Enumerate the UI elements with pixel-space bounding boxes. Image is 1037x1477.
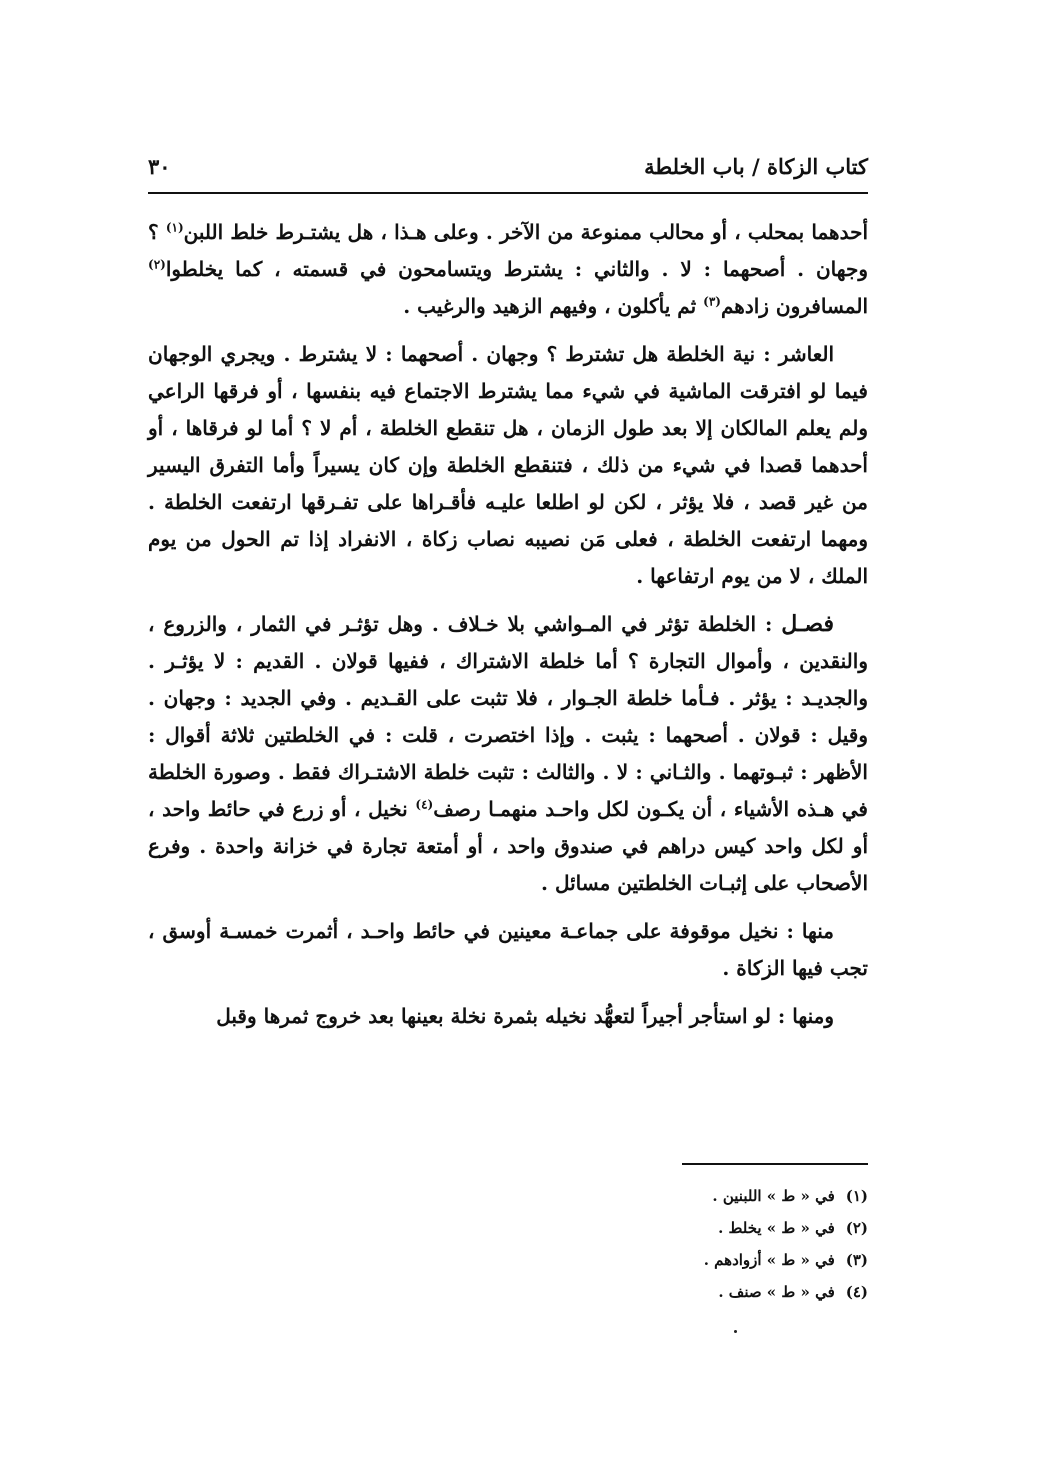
footnote-number: (٤): [845, 1283, 868, 1301]
text-run: ؟ وجهان . أصحهما : لا . والثاني : يشترط ويتسامحون في قسمته ، كما يخلطوا: [148, 220, 868, 281]
footnote-text: في « ط » اللبنين .: [712, 1187, 835, 1205]
paragraph-4: منها : نخيل موقوفة على جماعـة معينين في حائط واحـد ، أثمرت خمسـة أوسق ، تجب فيها الزكاة .: [148, 919, 868, 980]
footnote-text: في « ط » يخلط .: [718, 1219, 835, 1237]
main-text: [148, 214, 868, 1046]
footnote-ref-3: (٣): [703, 294, 721, 309]
running-title: كتاب الزكاة / باب الخلطة: [644, 154, 868, 179]
page-header: [148, 150, 868, 190]
footnote-text: في « ط » صنف .: [718, 1283, 835, 1301]
paragraph-1: [148, 214, 868, 325]
header-divider: [148, 192, 868, 194]
footnote-ref-4: (٤): [415, 797, 434, 812]
footnote-divider: [682, 1163, 868, 1165]
print-dot-mark: [734, 1330, 737, 1333]
text-run: المسافرون زادهم: [720, 294, 868, 318]
footnote-number: (١): [845, 1187, 868, 1205]
page-number: ٣٠: [148, 154, 171, 179]
footnote-4: [430, 1276, 868, 1308]
text-run: أحدهما بمحلب ، أو محالب ممنوعة من الآخر . وعلى هـذا ، هل يشتـرط خلط اللبن: [183, 220, 868, 244]
text-run: ثم يأكلون ، وفيهم الزهيد والرغيب .: [403, 294, 704, 318]
footnote-1: [430, 1180, 868, 1212]
footnote-3: [430, 1244, 868, 1276]
footnote-ref-1: (١): [165, 220, 184, 235]
footnote-number: (٢): [845, 1219, 868, 1237]
paragraph-2: العاشر : نية الخلطة هل تشترط ؟ وجهان . أصحهما : لا يشترط . ويجري الوجهان فيما لو افترقت الماشية في شيء مما يشترط الاجتماع فيه بنفسها ، أو فرقها الراعي ولم يعلم المالكان إلا بعد طول الزمان ، هل تنقطع الخلطة ، أم لا ؟ أما لو فرقاها ، أو أحدهما قصدا في شيء من ذلك ، فتنقطع الخلطة وإن كان يسيراً وأما التفرق اليسير من غير قصد ، فلا يؤثر ، لكن لو اطلعا عليـه فأقـراها على تفـرقها ارتفعت الخلطة . ومهما ارتفعت الخلطة ، فعلى مَن نصيبه نصاب زكاة ، الانفراد إذا تم الحول من يوم الملك ، لا من يوم ارتفاعها .: [148, 342, 868, 588]
footnote-number: (٣): [845, 1251, 868, 1269]
footnote-ref-2: (٢): [148, 257, 166, 272]
paragraph-3: [148, 606, 868, 902]
section-heading-word: فصـل: [781, 611, 834, 637]
footnote-2: [430, 1212, 868, 1244]
text-run: : الخلطة تؤثر في المـواشي بلا خـلاف . وهل تؤثـر في الثمار ، والزروع ، والنقدين ، وأموال التجارة ؟ أما خلطة الاشتراك ، ففيها قولان . القديم : لا يؤثـر . والجديـد : يؤثر . فـأما خلطة الجـوار ، فلا تثبت على القـديم . وفي الجديد : وجهان . وقيل : قولان . أصحهما : يثبت . وإذا اختصرت ، قلت : في الخلطتين ثلاثة أقوال : الأظهر : ثبـوتهما . والثـاني : لا . والثالث : تثبت خلطة الاشتـراك فقط . وصورة الخلطة في هـذه الأشياء ، أن يكـون لكل واحـد منهمـا رصف: [148, 612, 868, 821]
footnotes: [430, 1180, 868, 1308]
footnote-text: في « ط » أزوادهم .: [703, 1251, 835, 1269]
paragraph-5: ومنها : لو استأجر أجيراً لتعهُّد نخيله بثمرة نخلة بعينها بعد خروج ثمرها وقبل: [216, 1004, 834, 1028]
text-run: نخيل ، أو زرع في حائط واحد ، أو لكل واحد كيس دراهم في صندوق واحد ، أو أمتعة تجارة في خزانة واحدة . وفرع الأصحاب على إثبـات الخلطتين مسائل .: [148, 797, 868, 895]
